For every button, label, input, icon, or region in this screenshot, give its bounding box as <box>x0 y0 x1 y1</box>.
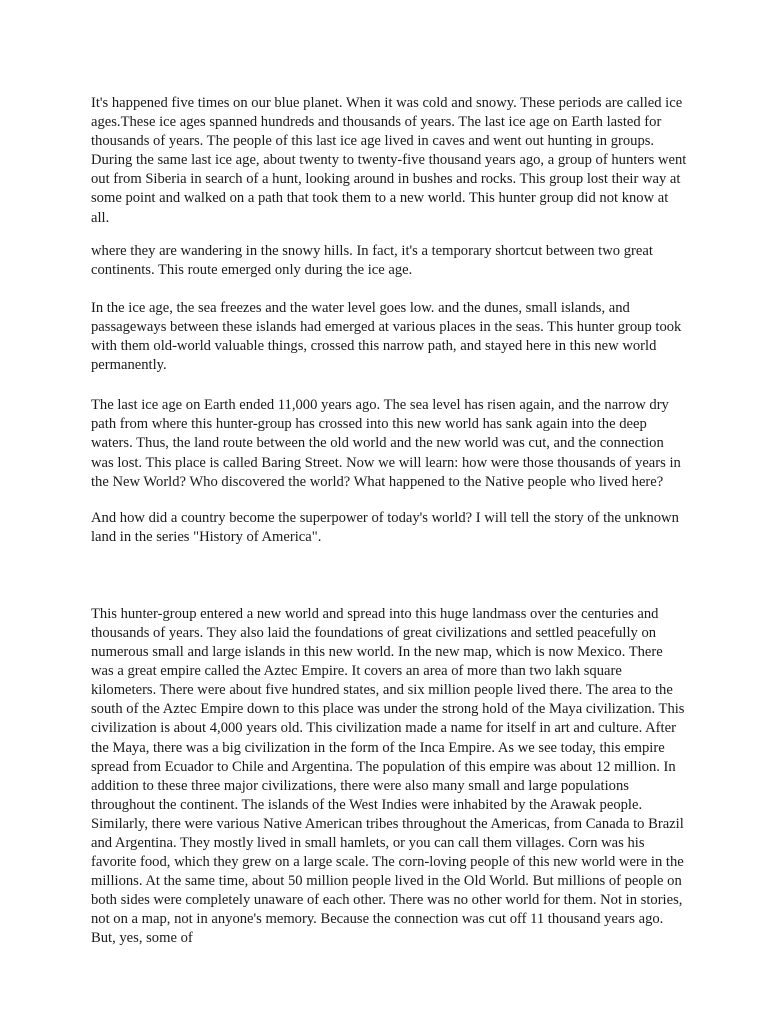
section-gap <box>91 547 687 605</box>
paragraph-snowy-hills: where they are wandering in the snowy hills. In fact, it's a temporary shortcut between two great continents. This route emerged only during the ice age. <box>91 242 657 278</box>
paragraph-sea-freezes: In the ice age, the sea freezes and the water level goes low. and the dunes, small islands, and passageways between these islands had emerged at various places in the seas. This hunter group took with them old-world valuable things, crossed this narrow path, and stayed here in this new world permanently. <box>91 299 686 374</box>
document-page <box>91 94 690 949</box>
paragraph-new-world-civilizations: This hunter-group entered a new world and spread into this huge landmass over the centuries and thousands of years. They also laid the foundations of great civilizations and settled peacefully on numerous small and large islands in this new world. In the new map, which is now Mexico. There was a great empire called the Aztec Empire. It covers an area of more than two lakh square kilometers. There were about five hundred states, and six million people lived there. The area to the south of the Aztec Empire down to this place was under the strong hold of the Maya civilization. This civilization is about 4,000 years old. This civilization made a name for itself in art and culture. After the Maya, there was a big civilization in the form of the Inca Empire. As we see today, this empire spread from Ecuador to Chile and Argentina. The population of this empire was about 12 million. In addition to these three major civilizations, there were also many small and large populations throughout the continent. The islands of the West Indies were inhabited by the Arawak people. Similarly, there were various Native American tribes throughout the Americas, from Canada to Brazil and Argentina. They mostly lived in small hamlets, or you can call them villages. Corn was his favorite food, which they grew on a large scale. The corn-loving people of this new world were in the millions. At the same time, about 50 million people lived in the Old World. But millions of people on both sides were completely unaware of each other. There was no other world for them. Not in stories, not on a map, not in anyone's memory. Because the connection was cut off 11 thousand years ago. But, yes, some of <box>91 605 689 947</box>
paragraph-ice-ages: It's happened five times on our blue planet. When it was cold and snowy. These periods are called ice ages.These ice ages spanned hundreds and thousands of years. The last ice age on Earth lasted for thousands of years. The people of this last ice age lived in caves and went out hunting in groups. During the same last ice age, about twenty to twenty-five thousand years ago, a group of hunters went out from Siberia in search of a hunt, looking around in bushes and rocks. This group lost their way at some point and walked on a path that took them to a new world. This hunter group did not know at all. <box>91 95 690 226</box>
paragraph-superpower: And how did a country become the superpower of today's world? I will tell the story of the unknown land in the series "History of America". <box>91 509 683 545</box>
paragraph-ice-age-ended: The last ice age on Earth ended 11,000 years ago. The sea level has risen again, and the narrow dry path from where this hunter-group has crossed into this new world has sank again into the deep waters. Thus, the land route between the old world and the new world was cut, and the connection was lost. This place is called Baring Street. Now we will learn: how were those thousands of years in the New World? Who discovered the world? What happened to the Native people who lived here? <box>91 397 685 490</box>
